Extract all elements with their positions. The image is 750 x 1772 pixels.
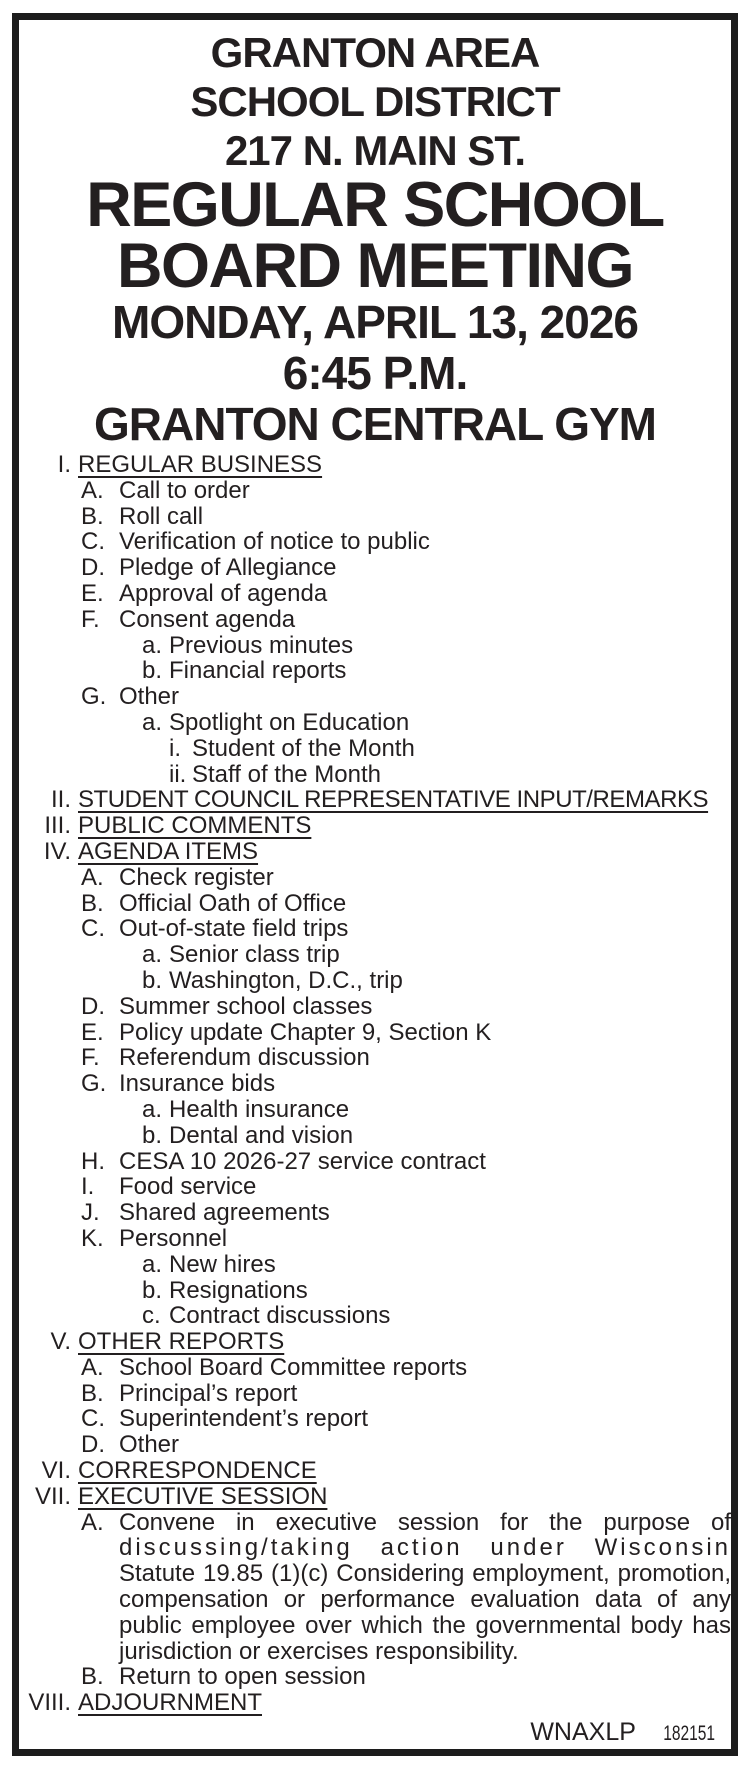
agenda-item-label: F. — [81, 1044, 100, 1072]
agenda-item — [19, 1535, 731, 1561]
agenda-item-text: public employee over which the governmental body has — [119, 1611, 731, 1639]
agenda-item-label: E. — [81, 579, 104, 607]
agenda-item-label: II. — [50, 786, 71, 814]
agenda-item-label: D. — [81, 554, 105, 582]
agenda-item-text: Call to order — [119, 476, 250, 504]
agenda-item — [19, 1664, 731, 1690]
agenda-item — [19, 1020, 731, 1046]
header-line: GRANTON CENTRAL GYM — [94, 398, 656, 450]
agenda-item-text: ADJOURNMENT — [78, 1689, 262, 1717]
agenda-item — [19, 504, 731, 530]
agenda-item-label: G. — [81, 683, 107, 711]
agenda-item-text: Dental and vision — [169, 1121, 354, 1149]
publisher-mark: WNAXLP — [530, 1718, 636, 1747]
agenda-item-text: OTHER REPORTS — [78, 1328, 285, 1356]
agenda-item-text: Food service — [119, 1173, 257, 1201]
agenda-item — [19, 1097, 731, 1123]
agenda-item-text: Statute 19.85 (1)(c) Considering employment, promotion, — [119, 1560, 731, 1588]
agenda-item — [19, 452, 731, 478]
agenda-item-label: K. — [81, 1224, 104, 1252]
agenda-item-label: A. — [81, 1353, 104, 1381]
agenda-item-text: Referendum discussion — [119, 1044, 370, 1072]
agenda-item-text: Approval of agenda — [119, 579, 328, 607]
agenda-item-label: I. — [57, 451, 71, 478]
agenda-item-label: VII. — [34, 1482, 71, 1510]
agenda-item-label: C. — [81, 528, 105, 556]
agenda-item-text: Official Oath of Office — [119, 889, 347, 917]
agenda-item-label: A. — [81, 1508, 104, 1536]
agenda-item-label: VIII. — [28, 1689, 71, 1717]
agenda-item-text: Senior class trip — [169, 941, 340, 969]
agenda-item-label: c. — [142, 1302, 161, 1330]
agenda-item — [19, 1226, 731, 1252]
agenda-item — [19, 1329, 731, 1355]
agenda-item — [19, 1174, 731, 1200]
agenda-item — [19, 787, 731, 813]
agenda-item-text: EXECUTIVE SESSION — [78, 1482, 328, 1510]
agenda-item — [19, 607, 731, 633]
agenda-item — [19, 1432, 731, 1458]
agenda-item-text: Superintendent’s report — [119, 1405, 369, 1433]
agenda-item-label: i. — [169, 734, 181, 762]
agenda-item-text: Financial reports — [169, 657, 347, 685]
agenda-item-text: Health insurance — [169, 1095, 350, 1123]
agenda-item-text: compensation or performance evaluation data of any — [119, 1586, 731, 1614]
agenda-item — [19, 478, 731, 504]
agenda-item-text: Student of the Month — [192, 734, 415, 762]
agenda-item-label: J. — [81, 1199, 100, 1227]
agenda-item — [19, 839, 731, 865]
agenda-item — [19, 1149, 731, 1175]
agenda-item — [19, 1484, 731, 1510]
agenda-item — [19, 891, 731, 917]
agenda-item-text: Roll call — [119, 502, 204, 530]
agenda-item-text: STUDENT COUNCIL REPRESENTATIVE INPUT/REMARKS — [78, 786, 709, 814]
agenda-item — [19, 994, 731, 1020]
agenda-item-label: a. — [142, 941, 163, 969]
agenda-item-text: Principal’s report — [119, 1379, 298, 1407]
agenda-item-text: Return to open session — [119, 1663, 366, 1691]
notice-number: 182151 — [663, 1722, 715, 1746]
agenda-item-text: Consent agenda — [119, 605, 296, 633]
agenda-item — [19, 1406, 731, 1432]
agenda-item-text: CORRESPONDENCE — [78, 1457, 317, 1485]
agenda-item-label: B. — [81, 1379, 104, 1407]
agenda-item — [19, 710, 731, 736]
agenda-item-text: Contract discussions — [169, 1302, 391, 1330]
agenda-item-label: V. — [50, 1328, 71, 1356]
agenda-item-text: CESA 10 2026-27 service contract — [119, 1147, 486, 1175]
agenda-item-label: a. — [142, 708, 163, 736]
header-line: SCHOOL DISTRICT — [190, 78, 560, 125]
agenda-item-label: IV. — [43, 837, 71, 865]
agenda-item-text: Pledge of Allegiance — [119, 554, 337, 582]
agenda-item — [19, 762, 731, 788]
agenda-item — [19, 1355, 731, 1381]
agenda-item-label: I. — [81, 1173, 95, 1201]
agenda-item-text: Shared agreements — [119, 1199, 330, 1227]
agenda-item-label: B. — [81, 1663, 104, 1691]
agenda-item — [19, 1381, 731, 1407]
agenda-item-label: H. — [81, 1147, 105, 1175]
agenda-item — [19, 942, 731, 968]
agenda-item-label: VI. — [41, 1457, 71, 1485]
agenda-item-text: Check register — [119, 863, 274, 891]
agenda-item — [19, 1458, 731, 1484]
agenda-item — [19, 529, 731, 555]
agenda-item-text: Washington, D.C., trip — [169, 966, 403, 994]
agenda-item-text: School Board Committee reports — [119, 1353, 468, 1381]
agenda-item — [19, 968, 731, 994]
agenda-item-text: New hires — [169, 1250, 276, 1278]
agenda-item — [19, 1587, 731, 1613]
agenda-item-text: AGENDA ITEMS — [78, 837, 259, 865]
agenda-item-label: F. — [81, 605, 100, 633]
header-line: REGULAR SCHOOL — [86, 170, 664, 240]
agenda-item-label: G. — [81, 1070, 107, 1098]
agenda-item-text: discussing/taking action under Wisconsin — [119, 1534, 731, 1562]
agenda-item — [19, 1561, 731, 1587]
agenda-item — [19, 1252, 731, 1278]
agenda-item-text: Other — [119, 1431, 180, 1459]
agenda-item — [19, 658, 731, 684]
agenda-item — [19, 581, 731, 607]
agenda-item-text: Verification of notice to public — [119, 528, 430, 556]
agenda-item-text: REGULAR BUSINESS — [78, 451, 323, 478]
agenda-item — [19, 555, 731, 581]
agenda-item-label: D. — [81, 992, 105, 1020]
agenda-item-label: C. — [81, 915, 105, 943]
agenda-item-label: B. — [81, 502, 104, 530]
agenda-item-label: b. — [142, 1276, 163, 1304]
legal-notice-document — [12, 13, 738, 1756]
agenda-item-text: PUBLIC COMMENTS — [78, 812, 312, 840]
agenda-item — [19, 684, 731, 710]
agenda-item-label: ii. — [169, 760, 187, 788]
agenda-item — [19, 1510, 731, 1536]
agenda-item-text: jurisdiction or exercises responsibility. — [119, 1637, 519, 1665]
agenda-item-text: Out-of-state field trips — [119, 915, 349, 943]
header-line: 217 N. MAIN ST. — [224, 127, 526, 174]
agenda-item-label: D. — [81, 1431, 105, 1459]
agenda-item — [19, 1639, 731, 1665]
agenda-item-label: B. — [81, 889, 104, 917]
agenda-item-label: A. — [81, 863, 104, 891]
agenda-item — [19, 1123, 731, 1149]
agenda-outline — [19, 452, 731, 1716]
agenda-item-text: Other — [119, 683, 180, 711]
agenda-item — [19, 1200, 731, 1226]
agenda-item — [19, 736, 731, 762]
agenda-item — [19, 813, 731, 839]
agenda-item-text: Summer school classes — [119, 992, 373, 1020]
header-line: GRANTON AREA — [210, 29, 540, 76]
agenda-item-label: b. — [142, 1121, 163, 1149]
agenda-item-label: b. — [142, 657, 163, 685]
agenda-item — [19, 1690, 731, 1716]
header-line: BOARD MEETING — [117, 231, 633, 301]
agenda-item-label: b. — [142, 966, 163, 994]
agenda-item — [19, 1303, 731, 1329]
agenda-item-label: E. — [81, 1018, 104, 1046]
agenda-item-text: Policy update Chapter 9, Section K — [119, 1018, 492, 1046]
agenda-item — [19, 916, 731, 942]
agenda-item-label: C. — [81, 1405, 105, 1433]
agenda-item-label: a. — [142, 1250, 163, 1278]
notice-content — [19, 20, 731, 1747]
agenda-item-text: Personnel — [119, 1224, 228, 1252]
agenda-item-text: Resignations — [169, 1276, 308, 1304]
agenda-item-label: a. — [142, 1095, 163, 1123]
agenda-item-text: Staff of the Month — [192, 760, 382, 788]
agenda-item-text: Convene in executive session for the purpose of — [119, 1508, 731, 1536]
agenda-item-text: Insurance bids — [119, 1070, 276, 1098]
notice-header — [19, 28, 731, 450]
agenda-item — [19, 865, 731, 891]
agenda-item — [19, 1613, 731, 1639]
agenda-item — [19, 1071, 731, 1097]
notice-footer — [19, 1718, 731, 1747]
header-line: 6:45 P.M. — [282, 347, 468, 399]
agenda-item-text: Previous minutes — [169, 631, 354, 659]
header-line: MONDAY, APRIL 13, 2026 — [112, 296, 638, 348]
agenda-item — [19, 1278, 731, 1304]
agenda-item — [19, 1045, 731, 1071]
agenda-item — [19, 633, 731, 659]
agenda-item-label: III. — [44, 812, 71, 840]
agenda-item-label: a. — [142, 631, 163, 659]
agenda-item-text: Spotlight on Education — [169, 708, 410, 736]
agenda-item-label: A. — [81, 476, 104, 504]
